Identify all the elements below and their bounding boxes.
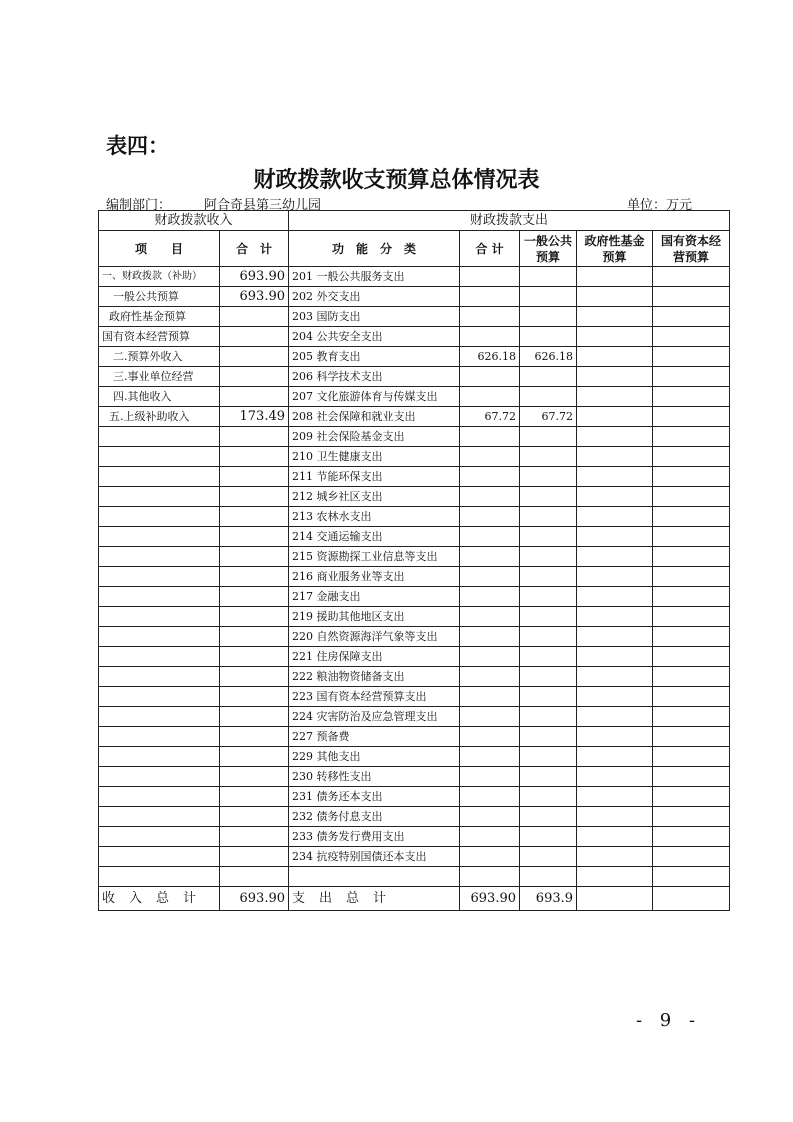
income-item-name: 三.事业单位经营 — [99, 367, 220, 387]
state-capital-cell — [653, 387, 730, 407]
col-header-state-capital: 国有资本经营预算 — [653, 231, 730, 267]
general-budget-cell — [520, 467, 577, 487]
table-row — [99, 467, 730, 487]
general-budget-cell — [520, 307, 577, 327]
gov-fund-cell — [577, 507, 653, 527]
state-capital-total — [653, 886, 730, 910]
income-total-cell — [220, 667, 289, 687]
group-header-income: 财政拨款收入 — [99, 211, 289, 231]
income-item-name — [99, 447, 220, 467]
gov-fund-cell — [577, 467, 653, 487]
page-number: - 9 - — [636, 1010, 702, 1031]
gov-fund-cell — [577, 347, 653, 367]
function-category: 217 金融支出 — [289, 587, 460, 607]
function-category: 231 债务还本支出 — [289, 787, 460, 807]
general-budget-cell — [520, 387, 577, 407]
state-capital-cell — [653, 567, 730, 587]
income-item-name — [99, 427, 220, 447]
state-capital-cell — [653, 407, 730, 427]
table-row — [99, 407, 730, 427]
expense-total-cell — [460, 687, 520, 707]
function-category: 209 社会保险基金支出 — [289, 427, 460, 447]
expense-total-cell — [460, 727, 520, 747]
col-header-expense-total: 合 计 — [460, 231, 520, 267]
function-category: 203 国防支出 — [289, 307, 460, 327]
income-total-cell: 693.90 — [220, 267, 289, 287]
table-row — [99, 827, 730, 847]
table-row — [99, 687, 730, 707]
income-item-name: 四.其他收入 — [99, 387, 220, 407]
table-row — [99, 307, 730, 327]
table-row — [99, 627, 730, 647]
state-capital-cell — [653, 767, 730, 787]
department-label: 编制部门： — [106, 198, 172, 213]
table-row — [99, 327, 730, 347]
income-item-name — [99, 527, 220, 547]
gov-fund-cell — [577, 687, 653, 707]
general-budget-cell — [520, 747, 577, 767]
income-total-cell — [220, 847, 289, 867]
gov-fund-cell — [577, 287, 653, 307]
general-budget-cell — [520, 487, 577, 507]
state-capital-cell — [653, 787, 730, 807]
table-row — [99, 867, 730, 887]
function-category: 234 抗疫特别国债还本支出 — [289, 847, 460, 867]
state-capital-cell — [653, 727, 730, 747]
income-total-cell — [220, 487, 289, 507]
expense-total-cell — [460, 367, 520, 387]
income-item-name: 一、财政拨款（补助） — [99, 267, 220, 287]
gov-fund-cell — [577, 707, 653, 727]
table-row — [99, 287, 730, 307]
function-category: 223 国有资本经营预算支出 — [289, 687, 460, 707]
state-capital-cell — [653, 627, 730, 647]
general-budget-cell — [520, 667, 577, 687]
gov-fund-cell — [577, 407, 653, 427]
table-row — [99, 787, 730, 807]
gov-fund-cell — [577, 427, 653, 447]
expense-total-cell — [460, 787, 520, 807]
general-budget-cell — [520, 627, 577, 647]
group-header-row — [99, 211, 730, 231]
income-item-name — [99, 647, 220, 667]
state-capital-cell — [653, 707, 730, 727]
state-capital-cell — [653, 487, 730, 507]
income-item-name — [99, 847, 220, 867]
function-category: 205 教育支出 — [289, 347, 460, 367]
income-item-name — [99, 627, 220, 647]
general-budget-cell — [520, 727, 577, 747]
table-row — [99, 547, 730, 567]
expense-total-cell — [460, 487, 520, 507]
income-total-cell — [220, 347, 289, 367]
function-category: 222 粮油物资储备支出 — [289, 667, 460, 687]
income-item-name — [99, 507, 220, 527]
expense-total-cell — [460, 667, 520, 687]
income-total-cell — [220, 787, 289, 807]
gov-fund-cell — [577, 827, 653, 847]
table-row — [99, 507, 730, 527]
general-budget-cell — [520, 447, 577, 467]
gov-fund-cell — [577, 267, 653, 287]
expense-total-cell — [460, 707, 520, 727]
income-item-name: 政府性基金预算 — [99, 307, 220, 327]
table-row — [99, 447, 730, 467]
table-row — [99, 267, 730, 287]
function-category — [289, 867, 460, 887]
gov-fund-cell — [577, 787, 653, 807]
expense-total-cell — [460, 847, 520, 867]
state-capital-cell — [653, 467, 730, 487]
income-item-name — [99, 487, 220, 507]
table-row — [99, 727, 730, 747]
income-item-name — [99, 787, 220, 807]
expense-total-cell — [460, 867, 520, 887]
function-category: 224 灾害防治及应急管理支出 — [289, 707, 460, 727]
col-header-income-total: 合 计 — [220, 231, 289, 267]
table-row — [99, 487, 730, 507]
table-row — [99, 767, 730, 787]
gov-fund-total — [577, 886, 653, 910]
income-total-label: 收入总计 — [99, 886, 220, 910]
function-category: 204 公共安全支出 — [289, 327, 460, 347]
general-budget-cell — [520, 867, 577, 887]
expense-total-cell — [460, 387, 520, 407]
state-capital-cell — [653, 747, 730, 767]
income-item-name: 二.预算外收入 — [99, 347, 220, 367]
col-header-general-budget: 一般公共预算 — [520, 231, 577, 267]
income-total-cell — [220, 507, 289, 527]
expense-total-cell — [460, 287, 520, 307]
state-capital-cell — [653, 327, 730, 347]
income-grand-total: 693.90 — [220, 886, 289, 910]
expense-total-cell: 67.72 — [460, 407, 520, 427]
gov-fund-cell — [577, 747, 653, 767]
income-total-cell — [220, 687, 289, 707]
state-capital-cell — [653, 807, 730, 827]
expense-total-cell — [460, 467, 520, 487]
income-total-cell — [220, 727, 289, 747]
expense-total-cell — [460, 267, 520, 287]
function-category: 220 自然资源海洋气象等支出 — [289, 627, 460, 647]
gov-fund-cell — [577, 847, 653, 867]
expense-total-label: 支出总计 — [289, 886, 460, 910]
income-item-name — [99, 607, 220, 627]
table-row — [99, 847, 730, 867]
gov-fund-cell — [577, 487, 653, 507]
function-category: 215 资源勘探工业信息等支出 — [289, 547, 460, 567]
income-item-name — [99, 547, 220, 567]
function-category: 219 援助其他地区支出 — [289, 607, 460, 627]
gov-fund-cell — [577, 307, 653, 327]
general-budget-cell — [520, 827, 577, 847]
state-capital-cell — [653, 307, 730, 327]
column-header-row — [99, 231, 730, 267]
col-header-item: 项 目 — [99, 231, 220, 267]
income-total-cell — [220, 867, 289, 887]
income-item-name — [99, 827, 220, 847]
income-item-name — [99, 587, 220, 607]
income-total-cell: 693.90 — [220, 287, 289, 307]
general-budget-cell — [520, 367, 577, 387]
income-total-cell — [220, 387, 289, 407]
income-total-cell — [220, 307, 289, 327]
expense-total-cell: 626.18 — [460, 347, 520, 367]
income-total-cell — [220, 607, 289, 627]
general-budget-cell — [520, 427, 577, 447]
table-row — [99, 667, 730, 687]
general-budget-cell — [520, 607, 577, 627]
income-total-cell — [220, 567, 289, 587]
expense-total-cell — [460, 327, 520, 347]
table-row — [99, 387, 730, 407]
state-capital-cell — [653, 527, 730, 547]
expense-total-cell — [460, 447, 520, 467]
table-row — [99, 427, 730, 447]
state-capital-cell — [653, 507, 730, 527]
income-total-cell — [220, 527, 289, 547]
table-row — [99, 567, 730, 587]
income-item-name — [99, 467, 220, 487]
gov-fund-cell — [577, 587, 653, 607]
income-total-cell — [220, 827, 289, 847]
function-category: 201 一般公共服务支出 — [289, 267, 460, 287]
state-capital-cell — [653, 367, 730, 387]
state-capital-cell — [653, 667, 730, 687]
function-category: 232 债务付息支出 — [289, 807, 460, 827]
function-category: 208 社会保障和就业支出 — [289, 407, 460, 427]
expense-total-cell — [460, 627, 520, 647]
state-capital-cell — [653, 687, 730, 707]
general-budget-cell — [520, 707, 577, 727]
expense-total-cell — [460, 507, 520, 527]
income-total-cell — [220, 547, 289, 567]
state-capital-cell — [653, 867, 730, 887]
page-title: 财政拨款收支预算总体情况表 — [253, 168, 540, 193]
gov-fund-cell — [577, 727, 653, 747]
income-item-name — [99, 667, 220, 687]
state-capital-cell — [653, 827, 730, 847]
state-capital-cell — [653, 427, 730, 447]
income-item-name — [99, 567, 220, 587]
function-category: 221 住房保障支出 — [289, 647, 460, 667]
totals-row — [99, 886, 730, 910]
general-budget-cell — [520, 547, 577, 567]
expense-total-cell — [460, 607, 520, 627]
expense-total-cell — [460, 747, 520, 767]
income-total-cell — [220, 447, 289, 467]
general-budget-cell — [520, 647, 577, 667]
function-category: 211 节能环保支出 — [289, 467, 460, 487]
general-budget-cell: 67.72 — [520, 407, 577, 427]
gov-fund-cell — [577, 607, 653, 627]
function-category: 202 外交支出 — [289, 287, 460, 307]
department-name: 阿合奇县第三幼儿园 — [204, 198, 322, 213]
table-row — [99, 527, 730, 547]
gov-fund-cell — [577, 627, 653, 647]
function-category: 216 商业服务业等支出 — [289, 567, 460, 587]
gov-fund-cell — [577, 767, 653, 787]
expense-total-cell — [460, 567, 520, 587]
expense-total-cell — [460, 547, 520, 567]
income-total-cell — [220, 707, 289, 727]
income-item-name — [99, 747, 220, 767]
function-category: 214 交通运输支出 — [289, 527, 460, 547]
gov-fund-cell — [577, 807, 653, 827]
state-capital-cell — [653, 267, 730, 287]
state-capital-cell — [653, 547, 730, 567]
gov-fund-cell — [577, 387, 653, 407]
state-capital-cell — [653, 587, 730, 607]
col-header-function: 功 能 分 类 — [289, 231, 460, 267]
income-total-cell — [220, 587, 289, 607]
function-category: 207 文化旅游体育与传媒支出 — [289, 387, 460, 407]
gov-fund-cell — [577, 447, 653, 467]
table-row — [99, 707, 730, 727]
budget-table — [98, 210, 730, 911]
state-capital-cell — [653, 447, 730, 467]
state-capital-cell — [653, 347, 730, 367]
income-item-name: 五.上级补助收入 — [99, 407, 220, 427]
expense-total-cell — [460, 307, 520, 327]
income-total-cell — [220, 627, 289, 647]
income-total-cell — [220, 467, 289, 487]
general-budget-total: 693.9 — [520, 886, 577, 910]
income-item-name: 一般公共预算 — [99, 287, 220, 307]
gov-fund-cell — [577, 327, 653, 347]
general-budget-cell: 626.18 — [520, 347, 577, 367]
function-category: 213 农林水支出 — [289, 507, 460, 527]
income-total-cell — [220, 427, 289, 447]
unit-label: 单位：万元 — [627, 198, 693, 213]
state-capital-cell — [653, 847, 730, 867]
gov-fund-cell — [577, 367, 653, 387]
group-header-expense: 财政拨款支出 — [289, 211, 730, 231]
gov-fund-cell — [577, 547, 653, 567]
income-total-cell: 173.49 — [220, 407, 289, 427]
income-total-cell — [220, 647, 289, 667]
general-budget-cell — [520, 787, 577, 807]
gov-fund-cell — [577, 567, 653, 587]
gov-fund-cell — [577, 867, 653, 887]
expense-total-cell — [460, 647, 520, 667]
income-item-name: 国有资本经营预算 — [99, 327, 220, 347]
income-total-cell — [220, 367, 289, 387]
expense-grand-total: 693.90 — [460, 886, 520, 910]
table-row — [99, 647, 730, 667]
general-budget-cell — [520, 527, 577, 547]
income-item-name — [99, 767, 220, 787]
expense-total-cell — [460, 587, 520, 607]
general-budget-cell — [520, 807, 577, 827]
function-category: 230 转移性支出 — [289, 767, 460, 787]
general-budget-cell — [520, 587, 577, 607]
expense-total-cell — [460, 807, 520, 827]
function-category: 212 城乡社区支出 — [289, 487, 460, 507]
general-budget-cell — [520, 327, 577, 347]
gov-fund-cell — [577, 527, 653, 547]
table-row — [99, 347, 730, 367]
function-category: 233 债务发行费用支出 — [289, 827, 460, 847]
income-total-cell — [220, 807, 289, 827]
state-capital-cell — [653, 607, 730, 627]
expense-total-cell — [460, 827, 520, 847]
general-budget-cell — [520, 687, 577, 707]
income-item-name — [99, 727, 220, 747]
col-header-gov-fund: 政府性基金预算 — [577, 231, 653, 267]
state-capital-cell — [653, 647, 730, 667]
income-item-name — [99, 867, 220, 887]
general-budget-cell — [520, 267, 577, 287]
table-row — [99, 747, 730, 767]
table-row — [99, 587, 730, 607]
expense-total-cell — [460, 427, 520, 447]
table-number-label: 表四： — [106, 134, 169, 158]
table-row — [99, 607, 730, 627]
income-total-cell — [220, 747, 289, 767]
general-budget-cell — [520, 507, 577, 527]
income-item-name — [99, 707, 220, 727]
general-budget-cell — [520, 847, 577, 867]
function-category: 227 预备费 — [289, 727, 460, 747]
general-budget-cell — [520, 767, 577, 787]
gov-fund-cell — [577, 667, 653, 687]
function-category: 229 其他支出 — [289, 747, 460, 767]
gov-fund-cell — [577, 647, 653, 667]
table-row — [99, 367, 730, 387]
income-total-cell — [220, 327, 289, 347]
expense-total-cell — [460, 527, 520, 547]
function-category: 206 科学技术支出 — [289, 367, 460, 387]
general-budget-cell — [520, 567, 577, 587]
income-item-name — [99, 807, 220, 827]
table-row — [99, 807, 730, 827]
income-total-cell — [220, 767, 289, 787]
function-category: 210 卫生健康支出 — [289, 447, 460, 467]
state-capital-cell — [653, 287, 730, 307]
general-budget-cell — [520, 287, 577, 307]
expense-total-cell — [460, 767, 520, 787]
income-item-name — [99, 687, 220, 707]
